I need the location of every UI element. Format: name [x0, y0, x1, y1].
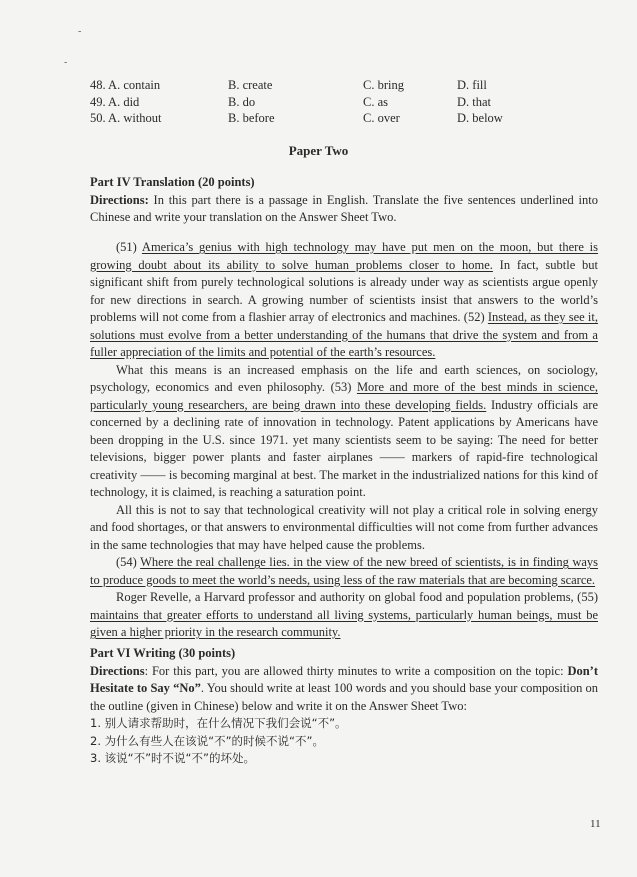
- scan-mark: -: [78, 26, 82, 37]
- option-c: C. as: [363, 94, 388, 109]
- outline-item-1: 1. 别人请求帮助时，在什么情况下我们会说“不”。: [90, 716, 347, 730]
- outline-item-3: 3. 该说“不”时不说“不”的坏处。: [90, 751, 255, 765]
- option-d: D. that: [457, 94, 492, 109]
- passage-text: What this means is an increased emphasis on the life and earth sciences, on sociology, psychology, economics and even philosophy. (53): [90, 362, 598, 394]
- option-a: 50. A. without: [90, 111, 162, 125]
- directions-text: . You should write at least 100 words and you should base your composition on the outline (given in Chinese) below and write it on the Answer Sheet Two:: [90, 681, 598, 713]
- option-c: C. over: [363, 111, 400, 125]
- part4-directions: [90, 192, 598, 227]
- outline-item-2: 2. 为什么有些人在该说“不”的时候不说“不”。: [90, 733, 324, 748]
- option-b: B. create: [228, 78, 273, 92]
- part6-directions: [90, 663, 598, 716]
- directions-label: Directions: [90, 663, 145, 678]
- part4-section: [90, 174, 598, 227]
- passage-text: In fact, subtle but significant shift from purely technological solutions is already under way as scientists argue openly for new directions in search. A growing number of scientists insist that answers to the world’s problems will not come from a flashier array of electronics and machines. (52): [90, 257, 598, 324]
- composition-topic: Don’t Hesitate to Say “No”: [90, 663, 598, 695]
- option-d: D. below: [457, 111, 503, 125]
- directions-label: Directions:: [90, 192, 149, 207]
- sentence-number-54: (54): [116, 555, 141, 569]
- passage-paragraph-1: [90, 239, 598, 362]
- paper-title: Paper Two: [288, 143, 349, 158]
- passage-paragraph-4: [90, 554, 598, 589]
- passage-paragraph-5: [90, 589, 598, 642]
- passage-paragraph-3: All this is not to say that technological creativity will not play a critical role in solving energy and food shortages, or that answers to environmental difficulties will not come from further advances in the same technologies that may have helped cause the problems.: [90, 502, 598, 552]
- part4-heading: Part IV Translation (20 points): [90, 175, 255, 189]
- underlined-sentence-54: Where the real challenge lies. in the view of the new breed of scientists, is in finding ways to produce goods to meet the world’s needs, using less of the raw materials that are becoming scarce.: [90, 555, 599, 587]
- underlined-sentence-55: maintains that greater efforts to understand all living systems, particularly human beings, must be given a higher priority in the research community.: [90, 607, 598, 639]
- option-b: B. do: [228, 94, 256, 109]
- option-d: D. fill: [457, 78, 487, 92]
- option-c: C. bring: [363, 78, 404, 92]
- part6-section: [90, 645, 598, 768]
- translation-passage: [90, 239, 598, 642]
- directions-text: In this part there is a passage in English. Translate the five sentences underlined into Chinese and write your translation on the Answer Sheet Two.: [90, 192, 598, 224]
- page-number: 11: [590, 818, 601, 830]
- scan-mark: -: [64, 57, 68, 68]
- sentence-number-51: (51): [116, 240, 142, 254]
- passage-paragraph-2: [90, 362, 598, 502]
- directions-text: : For this part, you are allowed thirty minutes to write a composition on the topic:: [144, 663, 568, 678]
- passage-text: Industry officials are concerned by a declining rate of innovation in technology. Patent applications by Americans have been dropping in the U.S. since 1971. yet many scientists seem to be saying: The need for better televisions, bigger power plants and faster airplanes —— markers of rapid-fire technological creativity —— is becoming marginal at best. The market in the industrialized nations for this kind of technology, it is claimed, is reaching a saturation point.: [90, 397, 598, 499]
- passage-text: Roger Revelle, a Harvard professor and authority on global food and population problems, (55): [116, 590, 598, 604]
- option-a: 49. A. did: [90, 94, 140, 109]
- underlined-sentence-51: America’s genius with high technology may have put men on the moon, but there is growing doubt about its ability to solve human problems closer to home.: [90, 240, 599, 272]
- underlined-sentence-52: Instead, as they see it, solutions must evolve from a better understanding of the humans that drive the system and from a fuller appreciation of the limits and potential of the earth’s resources.: [90, 310, 598, 359]
- option-b: B. before: [228, 111, 275, 125]
- underlined-sentence-53: More and more of the best minds in science, particularly young researchers, are being drawn into these developing fields.: [90, 380, 598, 412]
- option-a: 48. A. contain: [90, 78, 161, 92]
- part6-heading: Part VI Writing (30 points): [90, 646, 236, 660]
